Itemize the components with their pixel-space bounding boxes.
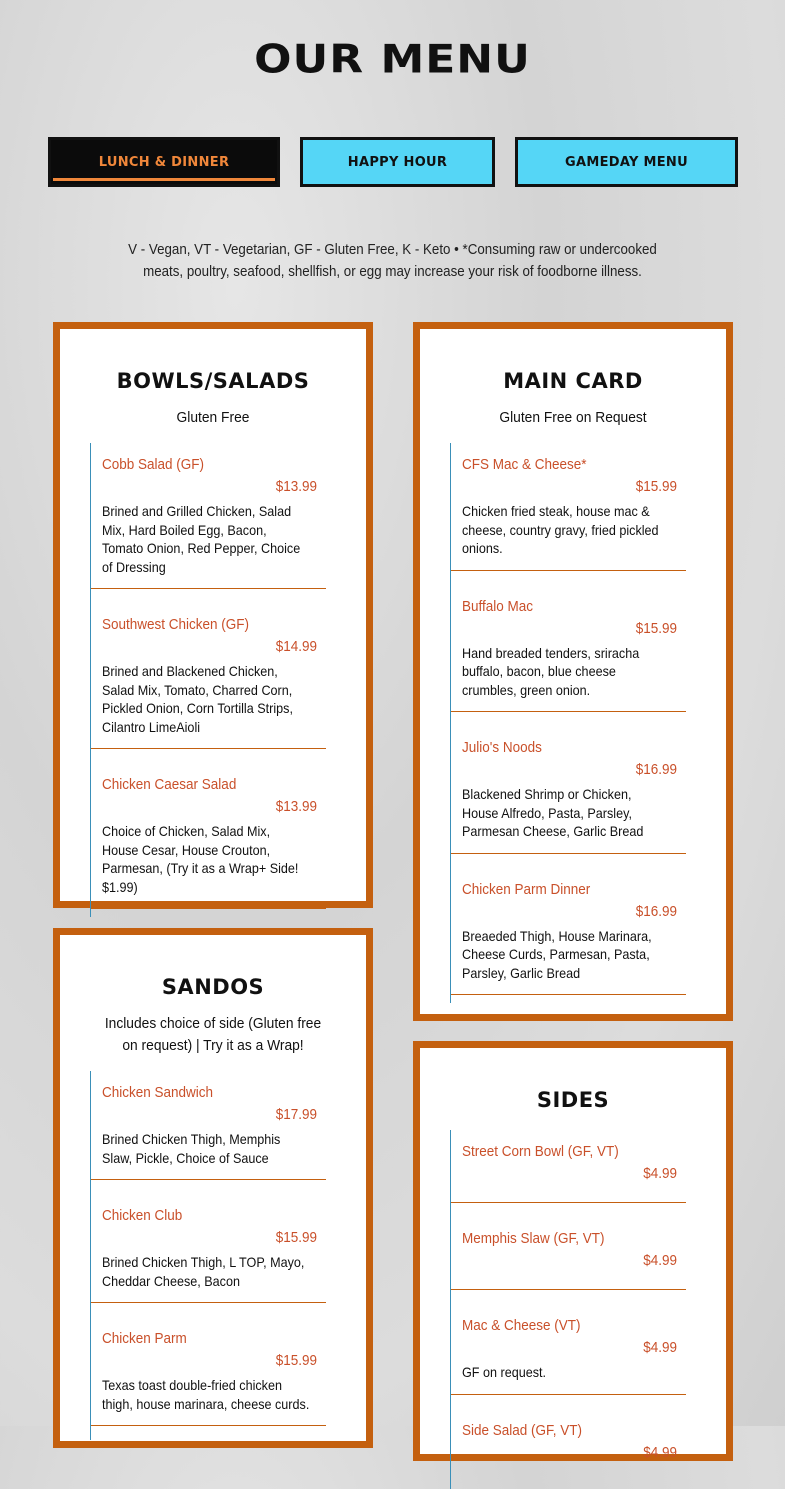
item-name: Chicken Parm Dinner [462,880,591,898]
menu-item [451,726,686,854]
menu-item [451,443,686,571]
menu-item [91,763,326,909]
item-price: $4.99 [643,1443,677,1461]
menu-item [91,1194,326,1303]
item-price: $16.99 [635,902,677,920]
item-description: Texas toast double-fried chicken thigh, house marinara, cheese curds. [102,1377,310,1412]
main-card-card [413,322,733,1021]
item-name: Chicken Club [102,1207,183,1224]
item-name: Street Corn Bowl (GF, VT) [462,1143,619,1160]
item-price: $16.99 [635,761,677,778]
menu-item [91,1317,326,1426]
item-name: Chicken Caesar Salad [102,776,237,793]
tab-lunch-dinner[interactable]: LUNCH & DINNER [48,137,280,187]
menu-item [451,585,686,713]
card-title: SANDOS [161,975,265,999]
item-name: Side Salad (GF, VT) [462,1421,583,1439]
item-name: Southwest Chicken (GF) [102,616,250,633]
card-subtitle: Includes choice of side (Gluten free on request) | Try it as a Wrap! [104,1015,322,1054]
item-price: $4.99 [643,1252,677,1269]
menu-item [451,1304,686,1395]
item-name: Buffalo Mac [462,597,534,615]
item-description: Hand breaded tenders, sriracha buffalo, bacon, blue cheese crumbles, green onion. [462,644,640,698]
item-name: Mac & Cheese (VT) [462,1317,581,1334]
item-price: $15.99 [635,478,677,495]
item-price: $15.99 [275,1352,317,1369]
menu-item [451,1130,686,1203]
menu-item [91,443,326,589]
page-title: OUR MENU [254,36,531,83]
dietary-notice: V - Vegan, VT - Vegetarian, GF - Gluten Free, K - Keto • *Consuming raw or undercooked meats, poultry, seafood, shellfish, or egg may increase your risk of foodborne illness. [128,242,657,280]
item-description: Breaeded Thigh, House Marinara, Cheese Curds, Parmesan, Pasta, Parsley, Garlic Bread [462,927,652,981]
card-subtitle: Gluten Free on Request [499,409,647,426]
menu-items [90,443,326,917]
item-name: Cobb Salad (GF) [102,456,205,473]
card-title: SIDES [536,1088,610,1112]
tab-happy-hour[interactable]: HAPPY HOUR [300,137,495,187]
menu-item [91,1071,326,1180]
item-price: $15.99 [275,1229,317,1246]
card-title: MAIN CARD [503,369,643,393]
item-name: Chicken Sandwich [102,1084,214,1101]
item-description: Brined and Grilled Chicken, Salad Mix, Hard Boiled Egg, Bacon, Tomato Onion, Red Pepper, Choice of Dressing [102,503,301,575]
menu-items [450,1130,686,1489]
item-name: Julio's Noods [462,739,542,756]
item-price: $4.99 [643,1339,677,1356]
item-description: Blackened Shrimp or Chicken, House Alfredo, Pasta, Parsley, Parmesan Cheese, Garlic Bread [462,786,644,839]
card-title: BOWLS/SALADS [116,369,310,393]
item-description: Brined Chicken Thigh, Memphis Slaw, Pickle, Choice of Sauce [102,1131,281,1166]
tab-gameday-menu[interactable]: GAMEDAY MENU [515,137,738,187]
sides-card [413,1041,733,1461]
item-description: Brined Chicken Thigh, L TOP, Mayo, Cheddar Cheese, Bacon [102,1254,305,1289]
menu-items [90,1071,326,1440]
item-price: $13.99 [275,478,317,495]
item-name: Chicken Parm [102,1330,187,1347]
item-description: Chicken fried steak, house mac & cheese, country gravy, fried pickled onions. [462,503,659,556]
menu-item [451,1409,686,1475]
menu-item [91,603,326,749]
item-price: $13.99 [275,798,317,815]
card-subtitle: Gluten Free [176,409,250,426]
item-price: $17.99 [275,1106,317,1123]
item-price: $15.99 [635,619,677,637]
menu-tabs [48,137,738,187]
menu-item [451,868,686,996]
menu-items [450,443,686,1003]
item-description: Choice of Chicken, Salad Mix, House Cesar, House Crouton, Parmesan, (Try it as a Wrap+ Side! $1.99) [102,823,299,895]
item-description: GF on request. [462,1364,547,1380]
item-name: CFS Mac & Cheese* [462,456,587,473]
sandos-card [53,928,373,1448]
item-price: $14.99 [275,638,317,655]
bowls-salads-card [53,322,373,908]
item-price: $4.99 [643,1165,677,1182]
menu-item [451,1217,686,1290]
item-name: Memphis Slaw (GF, VT) [462,1230,605,1247]
item-description: Brined and Blackened Chicken, Salad Mix, Tomato, Charred Corn, Pickled Onion, Corn Tortilla Strips, Cilantro LimeAioli [102,663,293,735]
